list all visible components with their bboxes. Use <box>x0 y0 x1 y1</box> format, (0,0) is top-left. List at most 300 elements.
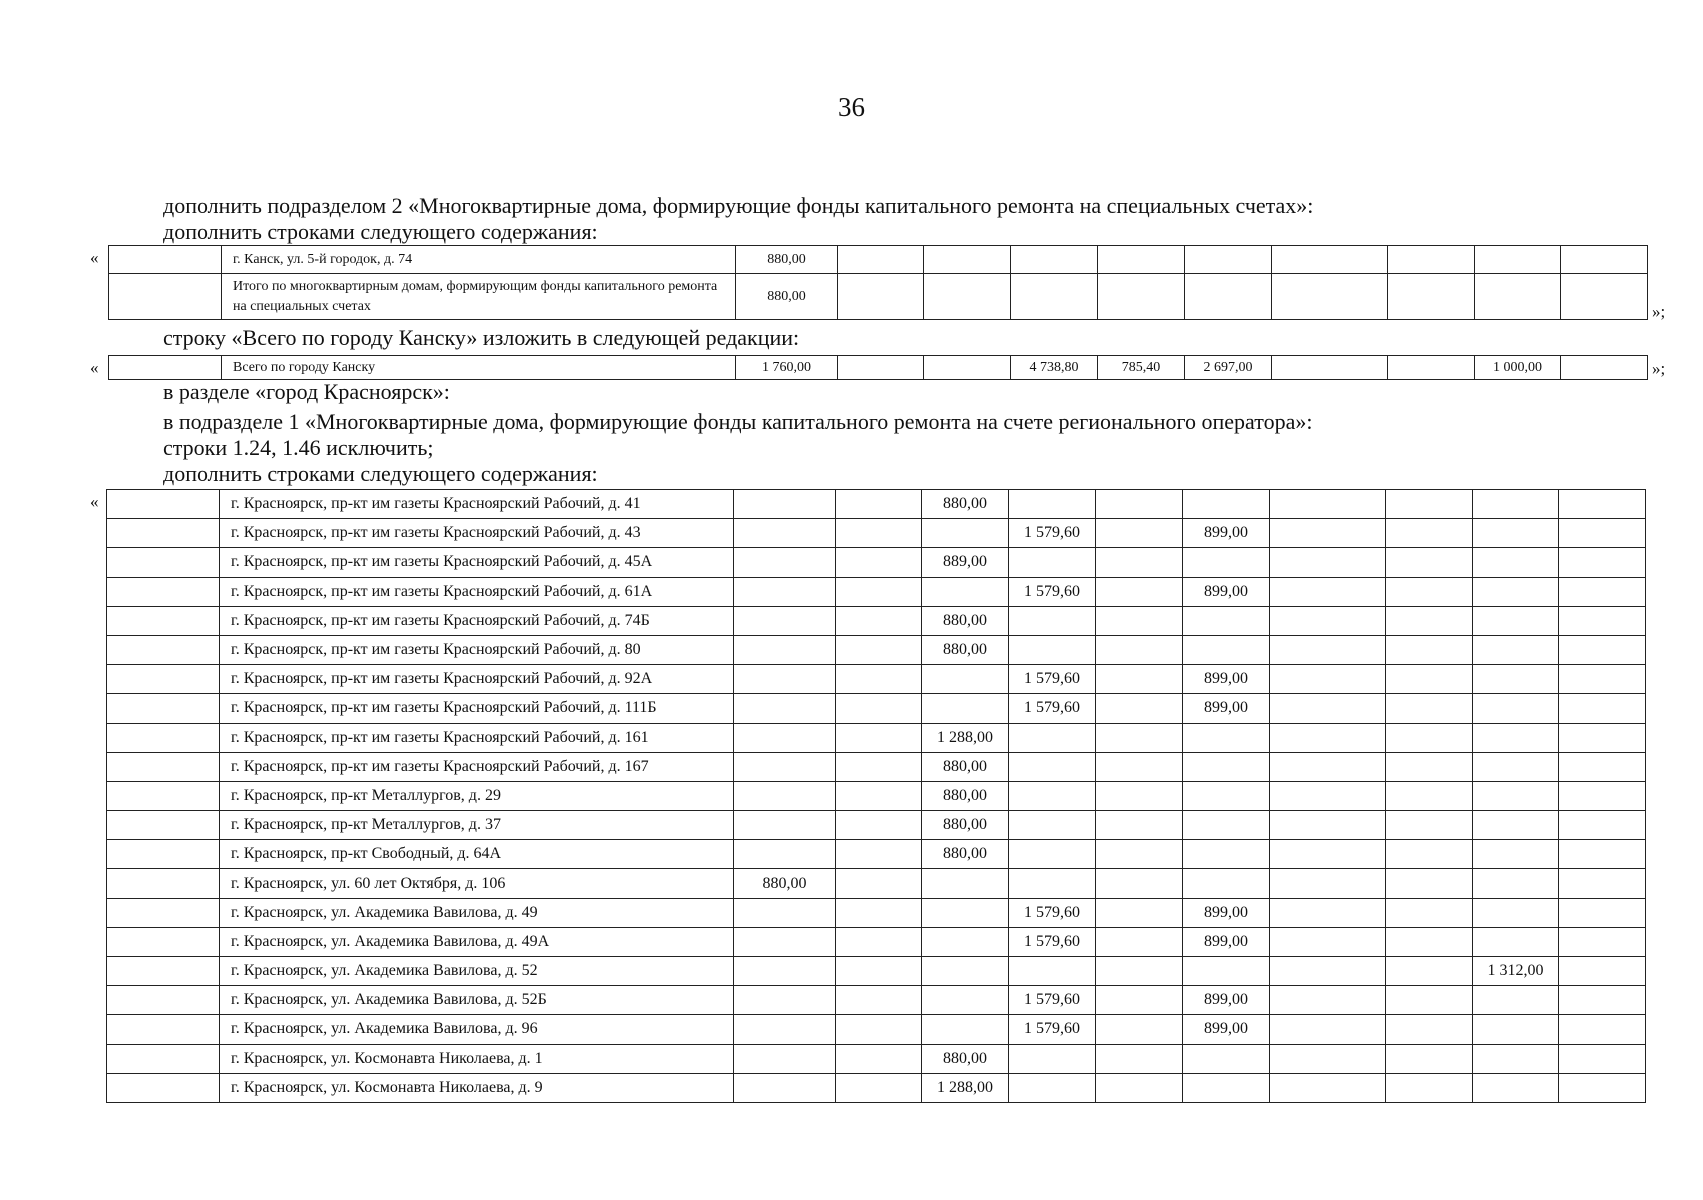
value-cell <box>1386 635 1473 664</box>
row-number-cell <box>109 274 222 320</box>
row-number-cell <box>109 246 222 274</box>
value-cell: 899,00 <box>1183 577 1270 606</box>
value-cell <box>1559 840 1646 869</box>
value-cell <box>1096 986 1183 1015</box>
value-cell <box>1559 723 1646 752</box>
value-cell <box>836 927 922 956</box>
table-row <box>109 246 1648 274</box>
table-row <box>107 752 1646 781</box>
address-cell: г. Красноярск, ул. Космонавта Николаева, д. 9 <box>220 1073 734 1102</box>
value-cell <box>1009 869 1096 898</box>
value-cell <box>1386 927 1473 956</box>
value-cell <box>1185 246 1272 274</box>
value-cell <box>1183 840 1270 869</box>
value-cell <box>1559 1044 1646 1073</box>
value-cell <box>1473 986 1559 1015</box>
value-cell <box>836 665 922 694</box>
value-cell <box>1096 898 1183 927</box>
value-cell <box>1009 723 1096 752</box>
value-cell <box>1270 694 1386 723</box>
table-row <box>109 274 1648 320</box>
value-cell <box>1561 274 1648 320</box>
value-cell <box>1559 1015 1646 1044</box>
value-cell <box>1475 246 1561 274</box>
value-cell <box>1096 927 1183 956</box>
table-row <box>107 1044 1646 1073</box>
value-cell <box>1473 752 1559 781</box>
value-cell: 880,00 <box>922 606 1009 635</box>
table-row <box>107 519 1646 548</box>
value-cell <box>1559 986 1646 1015</box>
value-cell: 4 738,80 <box>1011 356 1098 380</box>
value-cell <box>1270 869 1386 898</box>
value-cell <box>1270 1073 1386 1102</box>
table-row <box>107 490 1646 519</box>
value-cell <box>836 635 922 664</box>
address-cell: г. Красноярск, ул. Академика Вавилова, д. 49А <box>220 927 734 956</box>
value-cell <box>1559 694 1646 723</box>
value-cell <box>1096 957 1183 986</box>
value-cell: 1 760,00 <box>736 356 838 380</box>
value-cell <box>1183 1073 1270 1102</box>
value-cell <box>1096 635 1183 664</box>
value-cell <box>1096 1073 1183 1102</box>
value-cell <box>734 723 836 752</box>
row-number-cell <box>107 1015 220 1044</box>
value-cell <box>838 274 924 320</box>
table-row <box>107 635 1646 664</box>
value-cell <box>1096 606 1183 635</box>
value-cell <box>1559 635 1646 664</box>
value-cell: 1 579,60 <box>1009 665 1096 694</box>
value-cell <box>1183 869 1270 898</box>
value-cell <box>836 869 922 898</box>
value-cell <box>922 986 1009 1015</box>
row-number-cell <box>107 752 220 781</box>
value-cell <box>1009 811 1096 840</box>
address-cell: г. Красноярск, пр-кт им газеты Красноярский Рабочий, д. 74Б <box>220 606 734 635</box>
value-cell <box>1473 606 1559 635</box>
value-cell <box>1096 1044 1183 1073</box>
value-cell <box>836 519 922 548</box>
value-cell: 899,00 <box>1183 694 1270 723</box>
value-cell <box>836 1015 922 1044</box>
value-cell: 880,00 <box>922 781 1009 810</box>
value-cell <box>734 752 836 781</box>
value-cell <box>734 840 836 869</box>
table-row <box>107 781 1646 810</box>
value-cell <box>1473 577 1559 606</box>
address-cell: г. Красноярск, пр-кт им газеты Красноярский Рабочий, д. 167 <box>220 752 734 781</box>
row-number-cell <box>107 957 220 986</box>
value-cell <box>1559 927 1646 956</box>
table-row <box>109 356 1648 380</box>
address-cell: г. Красноярск, ул. Академика Вавилова, д. 96 <box>220 1015 734 1044</box>
address-cell: г. Красноярск, ул. 60 лет Октября, д. 106 <box>220 869 734 898</box>
value-cell <box>1386 840 1473 869</box>
value-cell: 1 579,60 <box>1009 694 1096 723</box>
value-cell <box>1270 723 1386 752</box>
value-cell <box>1009 752 1096 781</box>
value-cell <box>922 577 1009 606</box>
value-cell <box>924 274 1011 320</box>
open-quote-1: « <box>90 248 99 267</box>
paragraph-add-subsection: дополнить подразделом 2 «Многоквартирные дома, формирующие фонды капитального ремонта на специальных счетах»: <box>163 193 1314 218</box>
value-cell <box>734 694 836 723</box>
value-cell <box>1559 606 1646 635</box>
value-cell <box>734 1073 836 1102</box>
table-kansk-total <box>108 355 1648 380</box>
address-cell: г. Красноярск, ул. Космонавта Николаева, д. 1 <box>220 1044 734 1073</box>
row-number-cell <box>107 519 220 548</box>
value-cell: 785,40 <box>1098 356 1185 380</box>
value-cell <box>1561 246 1648 274</box>
value-cell <box>734 490 836 519</box>
value-cell <box>1096 519 1183 548</box>
address-cell: г. Красноярск, пр-кт Металлургов, д. 29 <box>220 781 734 810</box>
value-cell <box>734 1015 836 1044</box>
close-quote-1: »; <box>1652 302 1666 321</box>
value-cell <box>1183 635 1270 664</box>
value-cell <box>734 665 836 694</box>
value-cell <box>836 694 922 723</box>
address-cell: Итого по многоквартирным домам, формирующим фонды капитального ремонта на специальных счетах <box>222 274 736 320</box>
row-number-cell <box>107 1073 220 1102</box>
value-cell <box>1270 927 1386 956</box>
value-cell <box>1270 752 1386 781</box>
value-cell: 899,00 <box>1183 1015 1270 1044</box>
value-cell <box>1183 957 1270 986</box>
value-cell <box>1009 1044 1096 1073</box>
value-cell <box>1011 246 1098 274</box>
row-number-cell <box>107 781 220 810</box>
value-cell: 880,00 <box>922 635 1009 664</box>
value-cell <box>836 1073 922 1102</box>
value-cell <box>1096 869 1183 898</box>
value-cell <box>734 927 836 956</box>
value-cell <box>1270 665 1386 694</box>
table-krasnoyarsk-rows <box>106 489 1646 1103</box>
table-row <box>107 1073 1646 1102</box>
paragraph-add-rows-2: дополнить строками следующего содержания: <box>163 461 598 486</box>
value-cell <box>1386 694 1473 723</box>
value-cell <box>1388 246 1475 274</box>
row-number-cell <box>107 490 220 519</box>
value-cell <box>1559 957 1646 986</box>
value-cell <box>1009 635 1096 664</box>
value-cell <box>1559 548 1646 577</box>
value-cell <box>1473 1073 1559 1102</box>
value-cell <box>1096 723 1183 752</box>
value-cell: 1 579,60 <box>1009 577 1096 606</box>
value-cell <box>1559 577 1646 606</box>
value-cell <box>1183 606 1270 635</box>
open-quote-2: « <box>90 358 99 377</box>
value-cell <box>1386 957 1473 986</box>
value-cell <box>922 665 1009 694</box>
table-row <box>107 723 1646 752</box>
value-cell <box>836 957 922 986</box>
value-cell <box>1473 1015 1559 1044</box>
address-cell: г. Канск, ул. 5-й городок, д. 74 <box>222 246 736 274</box>
value-cell <box>1270 957 1386 986</box>
value-cell <box>1270 840 1386 869</box>
value-cell <box>1183 723 1270 752</box>
value-cell <box>734 811 836 840</box>
address-cell: г. Красноярск, пр-кт им газеты Красноярский Рабочий, д. 92А <box>220 665 734 694</box>
value-cell <box>924 356 1011 380</box>
value-cell <box>836 577 922 606</box>
paragraph-subsection-1: в подразделе 1 «Многоквартирные дома, формирующие фонды капитального ремонта на счете регионального оператора»: <box>163 409 1313 434</box>
value-cell <box>1386 519 1473 548</box>
address-cell: г. Красноярск, ул. Академика Вавилова, д. 52Б <box>220 986 734 1015</box>
value-cell: 1 579,60 <box>1009 898 1096 927</box>
value-cell <box>1559 811 1646 840</box>
value-cell <box>1270 811 1386 840</box>
value-cell <box>922 519 1009 548</box>
value-cell <box>1096 752 1183 781</box>
value-cell <box>1559 519 1646 548</box>
value-cell <box>1473 548 1559 577</box>
paragraph-exclude-rows: строки 1.24, 1.46 исключить; <box>163 435 434 460</box>
value-cell: 1 579,60 <box>1009 1015 1096 1044</box>
value-cell <box>734 606 836 635</box>
table-row <box>107 606 1646 635</box>
value-cell <box>1386 723 1473 752</box>
value-cell <box>1473 811 1559 840</box>
address-cell: Всего по городу Канску <box>222 356 736 380</box>
value-cell <box>1386 1015 1473 1044</box>
value-cell <box>1386 548 1473 577</box>
value-cell <box>1270 548 1386 577</box>
value-cell <box>1386 752 1473 781</box>
value-cell <box>1386 898 1473 927</box>
value-cell <box>1475 274 1561 320</box>
value-cell <box>1098 274 1185 320</box>
value-cell <box>836 840 922 869</box>
value-cell: 1 579,60 <box>1009 519 1096 548</box>
value-cell <box>1388 356 1475 380</box>
value-cell: 899,00 <box>1183 665 1270 694</box>
value-cell <box>1009 781 1096 810</box>
value-cell <box>1386 811 1473 840</box>
value-cell <box>1270 898 1386 927</box>
value-cell <box>1272 274 1388 320</box>
value-cell <box>1559 869 1646 898</box>
value-cell <box>836 723 922 752</box>
value-cell: 1 312,00 <box>1473 957 1559 986</box>
value-cell <box>922 694 1009 723</box>
value-cell <box>1185 274 1272 320</box>
value-cell: 880,00 <box>922 840 1009 869</box>
value-cell <box>922 927 1009 956</box>
value-cell: 2 697,00 <box>1185 356 1272 380</box>
address-cell: г. Красноярск, пр-кт Свободный, д. 64А <box>220 840 734 869</box>
value-cell <box>734 577 836 606</box>
row-number-cell <box>107 665 220 694</box>
value-cell <box>836 606 922 635</box>
value-cell <box>734 548 836 577</box>
value-cell <box>1009 957 1096 986</box>
address-cell: г. Красноярск, пр-кт им газеты Красноярский Рабочий, д. 111Б <box>220 694 734 723</box>
table-row <box>107 577 1646 606</box>
value-cell: 899,00 <box>1183 519 1270 548</box>
value-cell <box>1388 274 1475 320</box>
address-cell: г. Красноярск, ул. Академика Вавилова, д. 49 <box>220 898 734 927</box>
value-cell <box>1559 752 1646 781</box>
table-row <box>107 986 1646 1015</box>
value-cell <box>1386 606 1473 635</box>
value-cell <box>734 957 836 986</box>
value-cell <box>836 781 922 810</box>
address-cell: г. Красноярск, пр-кт им газеты Красноярский Рабочий, д. 161 <box>220 723 734 752</box>
value-cell: 880,00 <box>734 869 836 898</box>
value-cell <box>1270 519 1386 548</box>
value-cell: 899,00 <box>1183 927 1270 956</box>
row-number-cell <box>107 898 220 927</box>
value-cell <box>1096 665 1183 694</box>
value-cell <box>838 356 924 380</box>
value-cell <box>1473 665 1559 694</box>
value-cell <box>1272 356 1388 380</box>
value-cell <box>1096 577 1183 606</box>
address-cell: г. Красноярск, пр-кт Металлургов, д. 37 <box>220 811 734 840</box>
value-cell <box>1386 781 1473 810</box>
value-cell <box>1473 694 1559 723</box>
value-cell <box>1096 840 1183 869</box>
value-cell <box>1473 519 1559 548</box>
paragraph-krasnoyarsk-section: в разделе «город Красноярск»: <box>163 379 450 404</box>
value-cell <box>1270 577 1386 606</box>
address-cell: г. Красноярск, пр-кт им газеты Красноярский Рабочий, д. 43 <box>220 519 734 548</box>
value-cell <box>836 898 922 927</box>
value-cell <box>734 635 836 664</box>
value-cell <box>1096 781 1183 810</box>
value-cell: 1 579,60 <box>1009 927 1096 956</box>
open-quote-3: « <box>90 492 99 511</box>
value-cell: 899,00 <box>1183 898 1270 927</box>
value-cell <box>1096 548 1183 577</box>
value-cell: 880,00 <box>922 811 1009 840</box>
address-cell: г. Красноярск, пр-кт им газеты Красноярский Рабочий, д. 41 <box>220 490 734 519</box>
row-number-cell <box>109 356 222 380</box>
value-cell <box>922 869 1009 898</box>
value-cell <box>1386 869 1473 898</box>
value-cell <box>1096 490 1183 519</box>
value-cell <box>1183 1044 1270 1073</box>
address-cell: г. Красноярск, ул. Академика Вавилова, д. 52 <box>220 957 734 986</box>
value-cell <box>1183 781 1270 810</box>
value-cell <box>1096 1015 1183 1044</box>
value-cell: 880,00 <box>922 752 1009 781</box>
row-number-cell <box>107 694 220 723</box>
value-cell <box>1473 869 1559 898</box>
value-cell <box>1473 781 1559 810</box>
value-cell <box>1183 811 1270 840</box>
page-number: 36 <box>838 92 865 122</box>
value-cell <box>1559 665 1646 694</box>
value-cell: 889,00 <box>922 548 1009 577</box>
row-number-cell <box>107 606 220 635</box>
value-cell: 1 000,00 <box>1475 356 1561 380</box>
value-cell: 1 288,00 <box>922 723 1009 752</box>
row-number-cell <box>107 635 220 664</box>
value-cell <box>1011 274 1098 320</box>
value-cell: 1 288,00 <box>922 1073 1009 1102</box>
address-cell: г. Красноярск, пр-кт им газеты Красноярский Рабочий, д. 80 <box>220 635 734 664</box>
paragraph-add-rows-1: дополнить строками следующего содержания: <box>163 219 598 244</box>
value-cell <box>1473 635 1559 664</box>
value-cell <box>1009 548 1096 577</box>
value-cell <box>1009 606 1096 635</box>
value-cell <box>1009 840 1096 869</box>
value-cell <box>1386 577 1473 606</box>
value-cell <box>922 957 1009 986</box>
value-cell <box>1386 490 1473 519</box>
table-row <box>107 927 1646 956</box>
value-cell <box>1473 723 1559 752</box>
row-number-cell <box>107 840 220 869</box>
value-cell <box>1096 811 1183 840</box>
table-kansk-special-accounts <box>108 245 1648 320</box>
value-cell <box>1559 1073 1646 1102</box>
value-cell: 880,00 <box>736 246 838 274</box>
value-cell <box>1272 246 1388 274</box>
close-quote-2: »; <box>1652 359 1666 378</box>
value-cell <box>1473 898 1559 927</box>
table-row <box>107 898 1646 927</box>
paragraph-kansk-total: строку «Всего по городу Канску» изложить в следующей редакции: <box>163 325 800 350</box>
value-cell <box>1009 1073 1096 1102</box>
value-cell <box>1559 490 1646 519</box>
value-cell <box>1386 665 1473 694</box>
value-cell: 880,00 <box>922 1044 1009 1073</box>
value-cell <box>1386 1044 1473 1073</box>
table-row <box>107 869 1646 898</box>
value-cell: 1 579,60 <box>1009 986 1096 1015</box>
value-cell <box>1559 898 1646 927</box>
row-number-cell <box>107 577 220 606</box>
value-cell <box>1270 1044 1386 1073</box>
value-cell <box>1386 986 1473 1015</box>
value-cell <box>734 898 836 927</box>
value-cell <box>1473 490 1559 519</box>
value-cell <box>836 752 922 781</box>
table-row <box>107 694 1646 723</box>
value-cell: 899,00 <box>1183 986 1270 1015</box>
value-cell <box>1096 694 1183 723</box>
value-cell <box>1183 752 1270 781</box>
table-row <box>107 957 1646 986</box>
value-cell <box>922 1015 1009 1044</box>
value-cell: 880,00 <box>736 274 838 320</box>
value-cell <box>734 1044 836 1073</box>
value-cell <box>1270 635 1386 664</box>
value-cell <box>838 246 924 274</box>
value-cell <box>1473 840 1559 869</box>
address-cell: г. Красноярск, пр-кт им газеты Красноярский Рабочий, д. 61А <box>220 577 734 606</box>
table-row <box>107 811 1646 840</box>
row-number-cell <box>107 869 220 898</box>
row-number-cell <box>107 723 220 752</box>
value-cell <box>1270 986 1386 1015</box>
value-cell <box>1559 781 1646 810</box>
value-cell <box>836 986 922 1015</box>
value-cell <box>1561 356 1648 380</box>
table-row <box>107 665 1646 694</box>
value-cell <box>1270 606 1386 635</box>
row-number-cell <box>107 986 220 1015</box>
